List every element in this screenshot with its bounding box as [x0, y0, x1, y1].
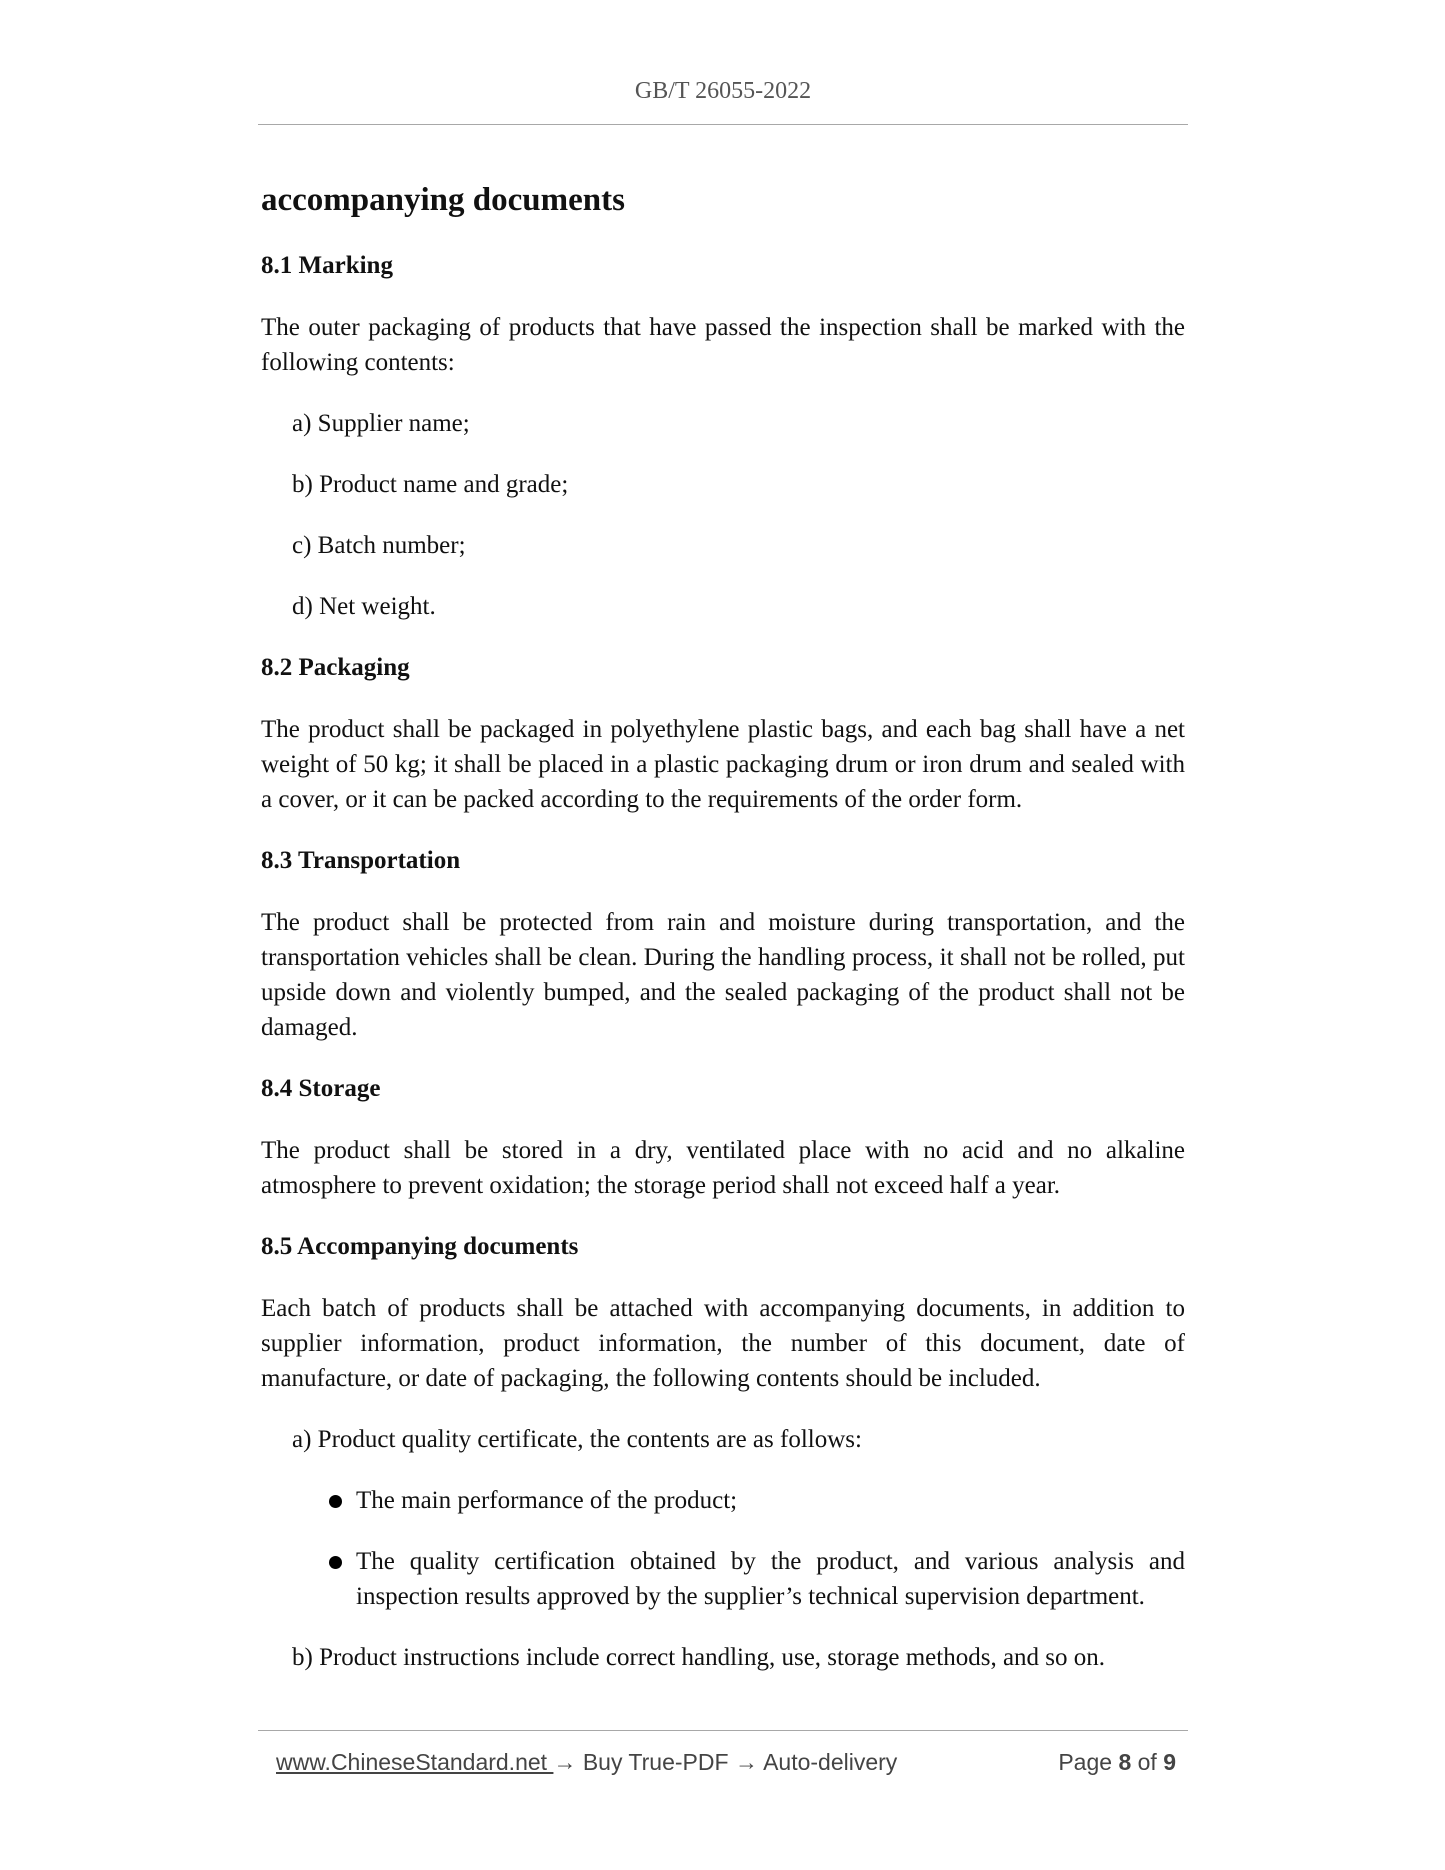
bullet-text: The quality certification obtained by the product, and various analysis and inspection results approved by the supplier’s technical supervision department. [356, 1548, 1185, 1610]
buy-pdf-text: Buy True-PDF [582, 1749, 729, 1775]
bullet-text: The main performance of the product; [356, 1487, 738, 1514]
page-label: Page [1058, 1749, 1113, 1775]
document-id-header: GB/T 26055-2022 [634, 78, 812, 104]
page-indicator [1058, 1745, 1176, 1779]
header-divider [258, 124, 1188, 125]
heading-8-4: 8.4 Storage [261, 1075, 381, 1102]
page-of: of [1137, 1749, 1157, 1775]
paragraph-8-5: Each batch of products shall be attached with accompanying documents, in addition to supplier information, product information, the number of this document, date of manufacture, or date of packaging, the following contents should be included. [261, 1295, 1185, 1392]
section-title: accompanying documents [261, 182, 625, 218]
website-link[interactable]: www.ChineseStandard.net [276, 1749, 554, 1775]
page-current: 8 [1118, 1749, 1132, 1775]
heading-8-1: 8.1 Marking [261, 252, 393, 279]
paragraph-8-3: The product shall be protected from rain and moisture during transportation, and the transportation vehicles shall be clean. During the handling process, it shall not be rolled, put upside down and violently bumped, and the sealed packaging of the product shall not be damaged. [261, 909, 1185, 1041]
bullet-item [261, 1483, 1185, 1518]
list-item-quality-certificate: a) Product quality certificate, the contents are as follows: [292, 1426, 862, 1453]
list-item: d) Net weight. [292, 593, 436, 620]
page-total: 9 [1163, 1749, 1176, 1775]
page-footer [276, 1745, 1176, 1779]
heading-8-5: 8.5 Accompanying documents [261, 1233, 579, 1260]
list-item: a) Supplier name; [292, 410, 470, 437]
page-content [261, 176, 1185, 1675]
footer-divider [258, 1730, 1188, 1731]
arrow-right-icon: → [553, 1749, 577, 1775]
auto-delivery-text: Auto-delivery [763, 1749, 898, 1775]
paragraph-8-2: The product shall be packaged in polyethylene plastic bags, and each bag shall have a net weight of 50 kg; it shall be placed in a plastic packaging drum or iron drum and sealed with a cover, or it can be packed according to the requirements of the order form. [261, 716, 1185, 813]
list-item: b) Product name and grade; [292, 471, 569, 498]
list-item: c) Batch number; [292, 532, 466, 559]
bullet-dot-icon [329, 1495, 342, 1508]
bullet-item [261, 1544, 1185, 1614]
heading-8-3: 8.3 Transportation [261, 847, 461, 874]
heading-8-2: 8.2 Packaging [261, 654, 410, 681]
paragraph-8-4: The product shall be stored in a dry, ventilated place with no acid and no alkaline atmosphere to prevent oxidation; the storage period shall not exceed half a year. [261, 1137, 1185, 1199]
paragraph-8-1: The outer packaging of products that have passed the inspection shall be marked with the following contents: [261, 314, 1185, 376]
arrow-right-icon: → [734, 1749, 758, 1775]
bullet-dot-icon [329, 1556, 342, 1569]
list-item-product-instructions: b) Product instructions include correct handling, use, storage methods, and so on. [292, 1644, 1106, 1671]
